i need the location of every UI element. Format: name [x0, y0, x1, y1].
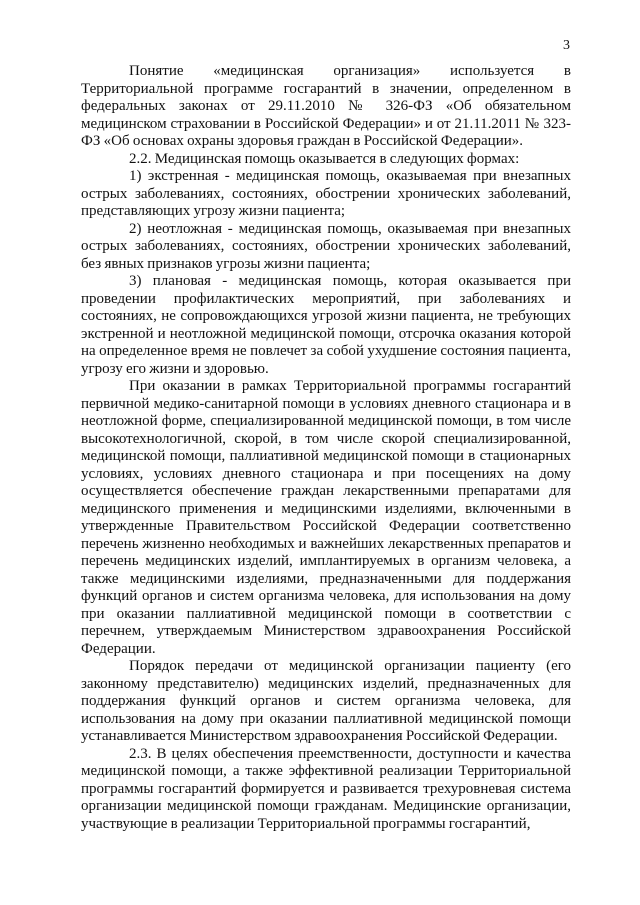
paragraph-emergency-form: 1) экстренная - медицинская помощь, оказываемая при внезапных острых заболеваниях, состояниях, обострении хронических заболеваний, представляющих угрозу жизни пациента;: [81, 168, 571, 219]
paragraph-urgent-form: 2) неотложная - медицинская помощь, оказываемая при внезапных острых заболеваниях, состояниях, обострении хронических заболеваний, без явных признаков угрозы жизни пациента;: [81, 220, 571, 272]
paragraph-device-transfer: Порядок передачи от медицинской организации пациенту (его законному представителю) медицинских изделий, предназначенных для поддержания функций органов и систем организма человека, для использования на дому при оказании паллиативной медицинской помощи устанавливается Министерством здравоохранения Российской Федерации.: [81, 658, 571, 744]
page-number: 3: [563, 38, 570, 53]
paragraph-definition: Понятие «медицинская организация» используется в Территориальной программе госгарантий в значении, определенном в федеральных законах от 29.11.2010 № 326-ФЗ «Об обязательном медицинском страховании в Российской Федерации» и от 21.11.2011 № 323-ФЗ «Об основах охраны здоровья граждан в Российской Федерации».: [81, 63, 571, 149]
document-body: [81, 63, 571, 833]
paragraph-planned-form: 3) плановая - медицинская помощь, которая оказывается при проведении профилактических мероприятий, при заболеваниях и состояниях, не сопровождающихся угрозой жизни пациента, не требующих экстренной и неотложной медицинской помощи, отсрочка оказания которой на определенное время не повлечет за собой ухудшение состояния пациента, угрозу его жизни и здоровью.: [81, 273, 571, 377]
paragraph-drug-provision: При оказании в рамках Территориальной программы госгарантий первичной медико-санитарной помощи в условиях дневного стационара и в неотложной форме, специализированной медицинской помощи, в том числе высокотехнологичной, скорой, в том числе скорой специализированной, медицинской помощи, паллиативной медицинской помощи в стационарных условиях, условиях дневного стационара и при посещениях на дому осуществляется обеспечение граждан лекарственными препаратами для медицинского применения и медицинскими изделиями, включенными в утвержденные Правительством Российской Федерации соответственно перечень жизненно необходимых и важнейших лекарственных препаратов и перечень медицинских изделий, имплантируемых в организм человека, а также медицинскими изделиями, предназначенными для поддержания функций органов и систем организма человека, для использования на дому при оказании паллиативной медицинской помощи в соответствии с перечнем, утверждаемым Министерством здравоохранения Российской Федерации.: [81, 378, 571, 657]
paragraph-section-2-2: 2.2. Медицинская помощь оказывается в следующих формах:: [129, 150, 520, 167]
paragraph-section-2-3: 2.3. В целях обеспечения преемственности, доступности и качества медицинской помощи, а также эффективной реализации Территориальной программы госгарантий формируется и развивается трехуровневая система организации медицинской помощи гражданам. Медицинские организации, участвующие в реализации Территориальной программы госгарантий,: [81, 745, 571, 832]
